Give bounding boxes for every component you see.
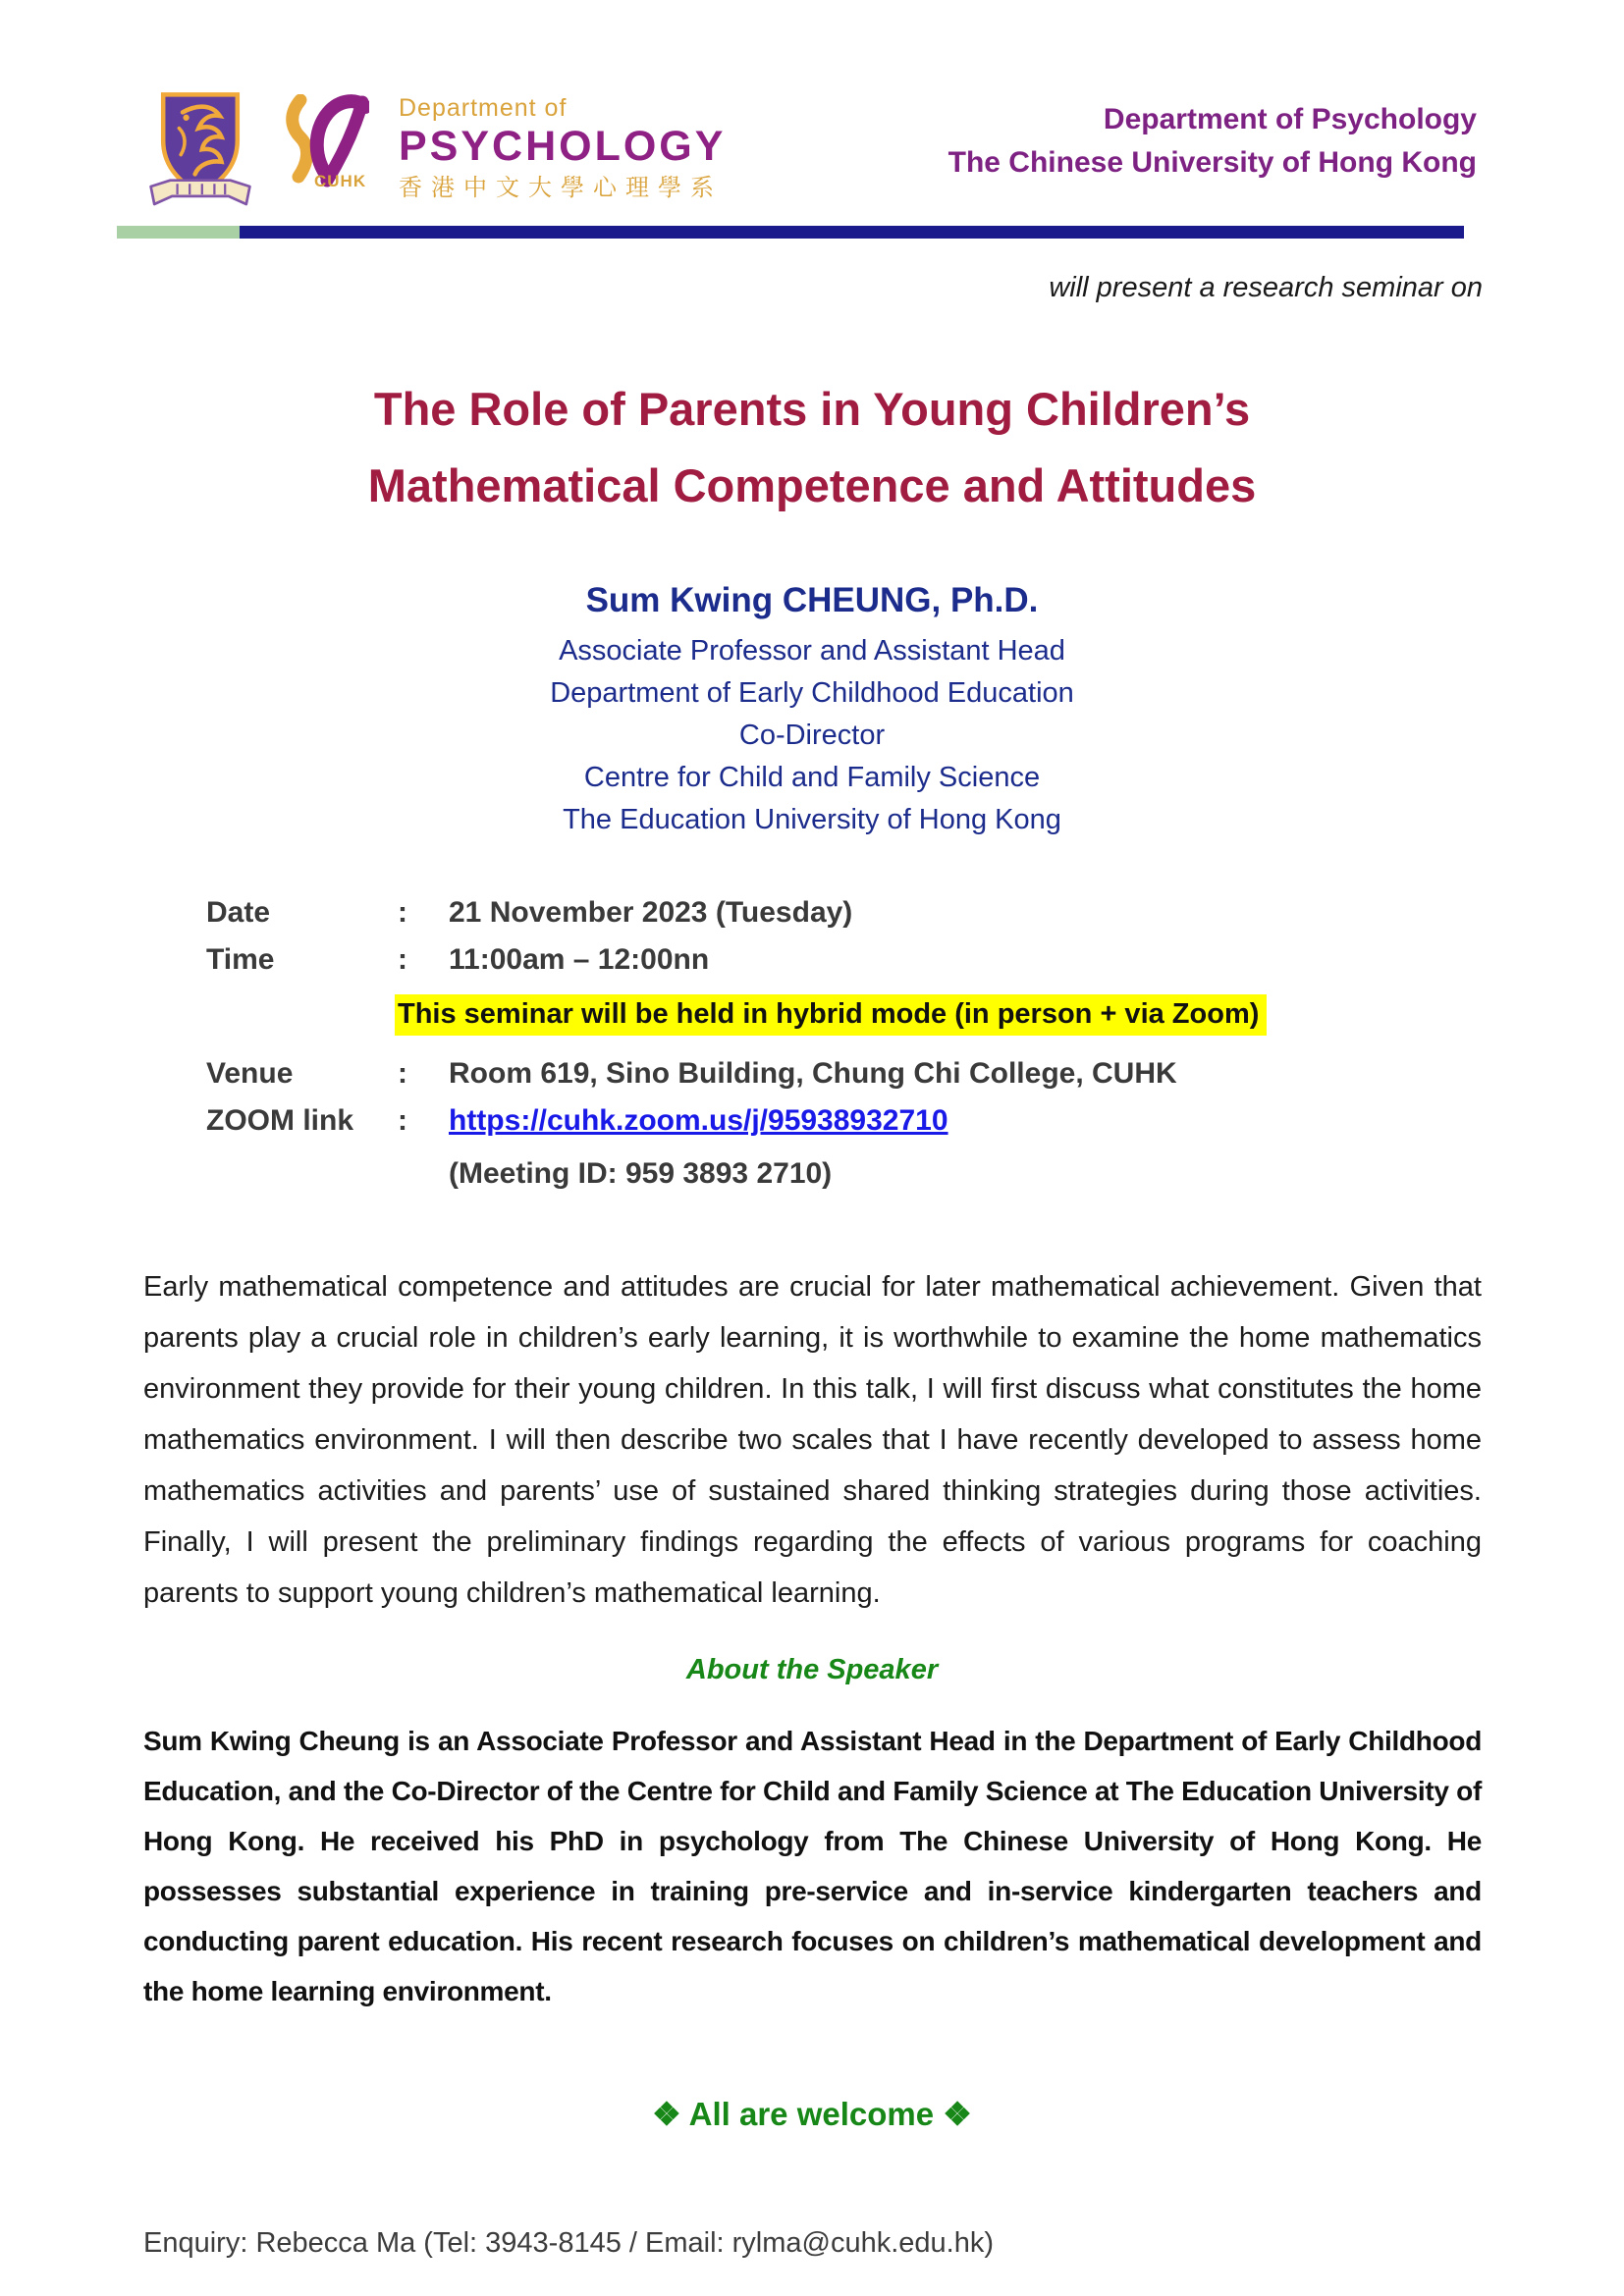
seminar-title-line1: The Role of Parents in Young Children’s <box>373 383 1251 435</box>
about-speaker-heading: About the Speaker <box>685 1654 939 1685</box>
separator-bar <box>117 226 1464 239</box>
speaker-affiliation-codirector: Co-Director <box>738 720 886 751</box>
venue-colon: : <box>398 1057 407 1090</box>
hybrid-note-row <box>395 994 1477 1036</box>
separator-green-segment <box>117 226 240 239</box>
venue-value: Room 619, Sino Building, Chung Chi College, CUHK <box>449 1057 1177 1090</box>
all-are-welcome-line: ❖ All are welcome ❖ <box>652 2096 972 2132</box>
seminar-title <box>0 371 1624 524</box>
zoom-link-colon: : <box>398 1104 407 1137</box>
zoom-link-row <box>206 1102 1477 1193</box>
abstract-paragraph: Early mathematical competence and attitudes are crucial for later mathematical achievement. Given that parents play a crucial role in children’s early learning, it is worthwhile to examine the home mathematics environment they provide for their young children. In this talk, I will first discuss what constitutes the home mathematics environment. I will then describe two scales that I have recently developed to assess home mathematics activities and parents’ use of sustained shared thinking strategies during those activities. Finally, I will present the preliminary findings regarding the effects of various programs for coaching parents to support young children’s mathematical learning. <box>143 1271 1482 1609</box>
seminar-title-line2: Mathematical Competence and Attitudes <box>367 459 1257 511</box>
date-colon: : <box>398 896 407 929</box>
dept-large-label: PSYCHOLOGY <box>399 123 727 170</box>
time-label: Time <box>206 943 275 976</box>
venue-label: Venue <box>206 1057 294 1090</box>
speaker-affiliation-university: The Education University of Hong Kong <box>563 804 1061 835</box>
intro-line: will present a research seminar on <box>1049 272 1483 303</box>
zoom-link-label: ZOOM link <box>206 1104 353 1137</box>
cuhk-crest-icon <box>147 86 253 216</box>
speaker-bio-paragraph: Sum Kwing Cheung is an Associate Professor and Assistant Head in the Department of Early Childhood Education, and the Co-Director of the Centre for Child and Family Science at The Education University of Hong Kong. He received his PhD in psychology from The Chinese University of Hong Kong. He possesses substantial experience in training pre-service and in-service kindergarten teachers and conducting parent education. His recent research focuses on children’s mathematical development and the home learning environment. <box>143 1726 1482 2006</box>
hybrid-mode-highlight: This seminar will be held in hybrid mode (in person + via Zoom) <box>395 994 1267 1036</box>
seminar-details <box>206 894 1477 1193</box>
speaker-affiliations <box>0 630 1624 841</box>
dept-chinese-label: 香港中文大學心理學系 <box>399 175 723 201</box>
psychology-psi-icon <box>271 94 369 188</box>
zoom-meeting-link[interactable]: https://cuhk.zoom.us/j/95938932710 <box>449 1104 948 1137</box>
speaker-affiliation-centre: Centre for Child and Family Science <box>583 762 1041 793</box>
time-value: 11:00am – 12:00nn <box>449 943 710 976</box>
time-row <box>206 941 1477 979</box>
zoom-link-cell <box>449 1102 1477 1193</box>
logo-group <box>147 86 726 216</box>
venue-row <box>206 1055 1477 1093</box>
psi-logo-cuhk-label: CUHK <box>314 172 367 188</box>
speaker-affiliation-role: Associate Professor and Assistant Head <box>559 635 1065 667</box>
time-colon: : <box>398 943 407 976</box>
enquiry-line: Enquiry: Rebecca Ma (Tel: 3943-8145 / Email: rylma@cuhk.edu.hk) <box>143 2227 994 2259</box>
separator-navy-segment <box>240 226 1464 239</box>
header-dept-line: Department of Psychology <box>1103 103 1477 135</box>
header-right-text <box>948 98 1477 185</box>
dept-logo-text <box>399 96 726 200</box>
meeting-id: (Meeting ID: 959 3893 2710) <box>449 1157 833 1190</box>
dept-small-label: Department of <box>399 94 568 122</box>
date-value: 21 November 2023 (Tuesday) <box>449 896 853 929</box>
date-label: Date <box>206 896 271 929</box>
speaker-block <box>0 579 1624 841</box>
speaker-name: Sum Kwing CHEUNG, Ph.D. <box>585 581 1039 619</box>
date-row <box>206 894 1477 932</box>
speaker-affiliation-dept: Department of Early Childhood Education <box>550 677 1074 709</box>
header <box>147 86 1477 216</box>
header-university-line: The Chinese University of Hong Kong <box>947 146 1477 179</box>
